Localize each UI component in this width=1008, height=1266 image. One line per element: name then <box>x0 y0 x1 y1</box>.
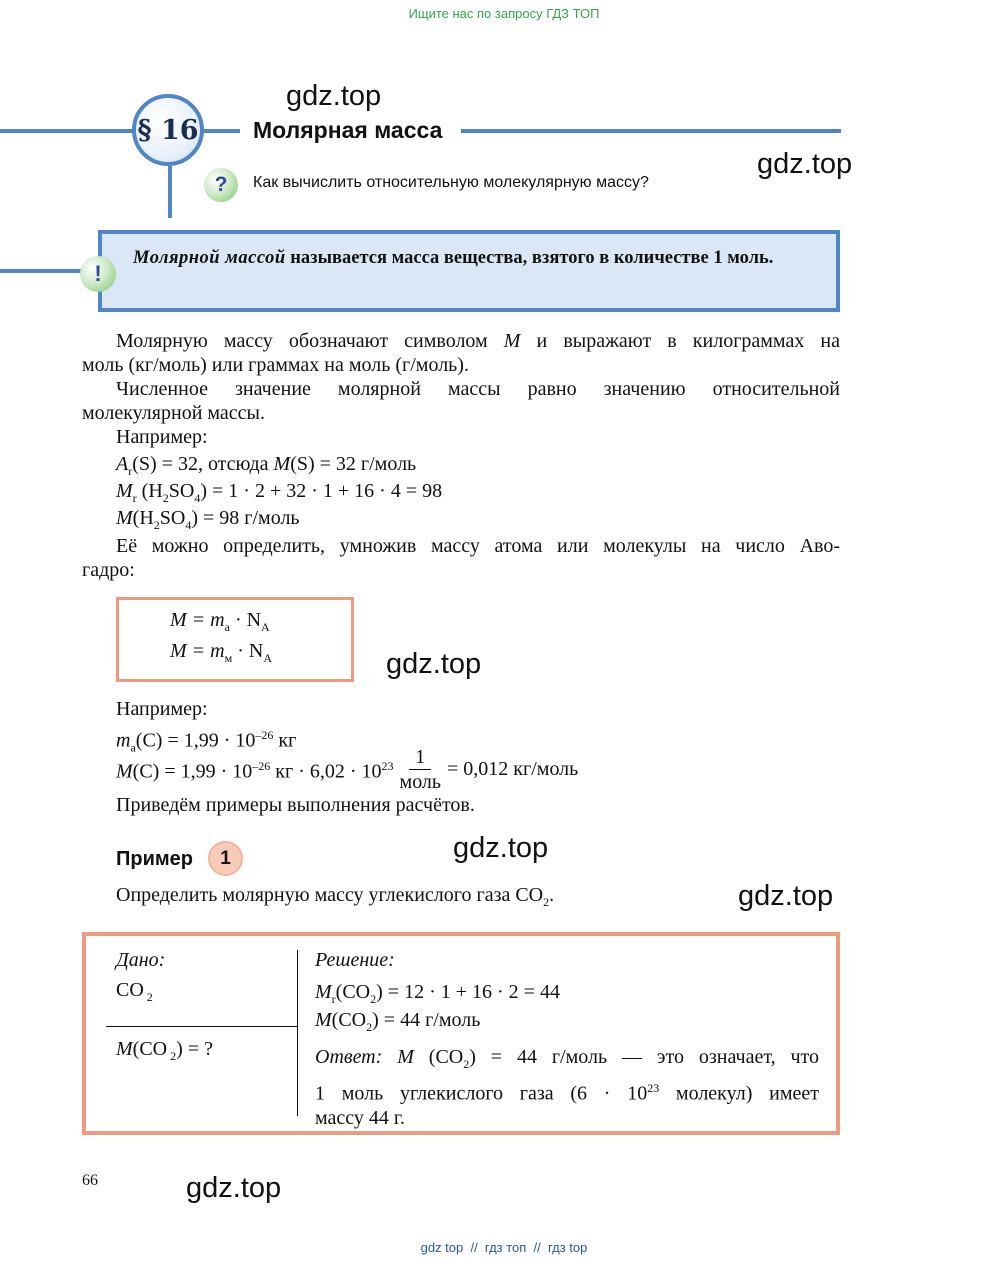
answer: Ответ: M $(CO_2) = 44$ г/моль — это означает, что 1 моль углекислого газа ($6 \cdot 10^{23}$ молекул) имеет массу 44 г. <box>315 1046 820 1129</box>
definition-text: Молярной массой называется масса вещества, взятого в количестве 1 моль. <box>133 248 774 268</box>
watermark: gdz.top <box>757 148 853 180</box>
given-value: CO $_2$ <box>116 979 153 1004</box>
given-divider <box>106 1026 298 1027</box>
exclamation-icon: ! <box>80 256 116 292</box>
header-line-mid <box>204 129 240 133</box>
paragraph-2: Численное значение молярной массы равно значению относительной молекулярной массы. <box>82 378 840 424</box>
definition-line-left <box>0 269 82 273</box>
section-number: § 16 <box>137 114 199 146</box>
page-number: 66 <box>82 1172 98 1189</box>
formula-molecule: $M = m_м \cdot N_A$ <box>170 640 272 665</box>
calc-label: Например: <box>116 698 208 720</box>
formula-atom: $M = m_а \cdot N_A$ <box>170 609 270 634</box>
solution-divider-vertical <box>297 950 298 1116</box>
definition-box <box>98 230 840 312</box>
find-value: M(CO $_2$) = ? <box>116 1038 213 1063</box>
calc-closing: Приведём примеры выполнения расчётов. <box>116 794 475 816</box>
given-label: Дано: <box>116 949 166 971</box>
example-task: Определить молярную массу углекислого газа $CO_2$. <box>116 884 555 909</box>
solution-label: Решение: <box>315 949 395 971</box>
paragraph-3: Её можно определить, умножив массу атома или молекулы на число Аво- гадро: <box>82 535 840 581</box>
solution-line-1: $M_r(CO_2) = 12 \cdot 1 + 16 \cdot 2 = 44$ <box>315 981 560 1006</box>
example-label: Например: <box>116 426 208 448</box>
watermark: gdz.top <box>386 648 482 680</box>
fraction: $\frac{1}{\text{моль}}$ <box>399 745 442 793</box>
calc-line-1: $m_а(C) = 1,99 \cdot 10^{-26}$ кг <box>116 728 297 755</box>
header-line-vertical <box>168 166 172 218</box>
example-line-3: $M(H_2SO_4) = 98$ г/моль <box>116 507 300 532</box>
example-heading: Пример <box>116 848 194 870</box>
example-line-1: $A_r(S) = 32$, отсюда M(S) = 32 г/моль <box>116 453 417 478</box>
paragraph-1: Молярную массу обозначают символом M и выражают в килограммах на моль (кг/моль) или граммах на моль (г/моль). <box>82 330 840 376</box>
watermark: gdz.top <box>453 832 549 864</box>
example-number-badge: 1 <box>208 841 243 876</box>
header-line-left <box>0 129 134 133</box>
calc-line-2: $M(C) = 1,99 \cdot 10^{-26}$ кг · $6,02 \cdot 10^{23}$ $\frac{1}{\text{моль}}$ = 0,012 кг/моль <box>116 745 579 793</box>
question-icon: ? <box>204 168 238 202</box>
example-line-2: $M_r$ $(H_2SO_4) = 1 \cdot 2 + 32 \cdot 1 + 16 \cdot 4 = 98$ <box>116 480 443 505</box>
section-title: Молярная масса <box>253 117 443 143</box>
guiding-question: Как вычислить относительную молекулярную массу? <box>253 174 649 191</box>
watermark: gdz.top <box>286 80 382 112</box>
top-banner: Ищите нас по запросу ГДЗ ТОП <box>408 6 600 21</box>
section-number-badge <box>132 94 204 166</box>
header-line-right <box>461 129 841 133</box>
watermark: gdz.top <box>738 880 834 912</box>
watermark: gdz.top <box>186 1172 282 1204</box>
solution-line-2: $M(CO_2) = 44$ г/моль <box>315 1009 481 1034</box>
footer-links[interactable]: gdz top // гдз топ // гдз top <box>420 1240 588 1255</box>
